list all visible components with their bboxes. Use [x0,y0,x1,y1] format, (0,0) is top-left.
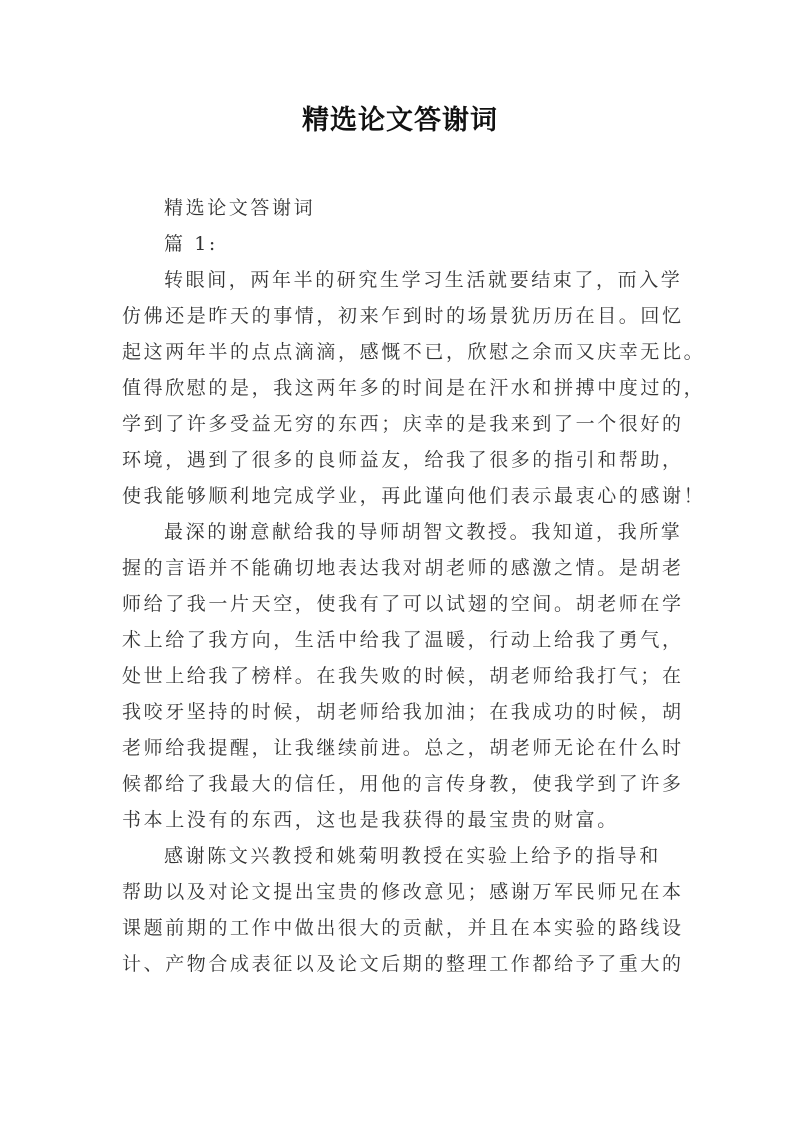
paragraph-line: 术上给了我方向，生活中给我了温暖，行动上给我了勇气， [122,629,684,651]
paragraph-line: 环境，遇到了很多的良师益友，给我了很多的指引和帮助， [122,449,684,471]
paragraph-line: 帮助以及对论文提出宝贵的修改意见；感谢万军民师兄在本 [122,881,684,903]
paragraph-line: 转眼间，两年半的研究生学习生活就要结束了，而入学 [164,269,683,291]
subtitle-line: 精选论文答谢词 [164,197,316,219]
paragraph-line: 使我能够顺利地完成学业，再此谨向他们表示最衷心的感谢！ [122,485,706,507]
paragraph-line: 课题前期的工作中做出很大的贡献，并且在本实验的路线设 [122,917,684,939]
paragraph-line: 我咬牙坚持的时候，胡老师给我加油；在我成功的时候，胡 [122,701,684,723]
paragraph-line: 师给了我一片天空，使我有了可以试翅的空间。胡老师在学 [122,593,684,615]
document-title: 精选论文答谢词 [302,105,498,136]
paragraph-line: 书本上没有的东西，这也是我获得的最宝贵的财富。 [122,809,619,831]
section-label: 篇 1: [164,233,218,255]
paragraph-line: 最深的谢意献给我的导师胡智文教授。我知道，我所掌 [164,521,683,543]
paragraph-line: 计、产物合成表征以及论文后期的整理工作都给予了重大的 [122,953,684,975]
paragraph-line: 值得欣慰的是，我这两年多的时间是在汗水和拼搏中度过的， [122,377,706,399]
paragraph-line: 感谢陈文兴教授和姚菊明教授在实验上给予的指导和 [164,845,661,867]
paragraph-line: 仿佛还是昨天的事情，初来乍到时的场景犹历历在目。回忆 [122,305,684,327]
document-body [122,190,706,982]
paragraph-line: 学到了许多受益无穷的东西；庆幸的是我来到了一个很好的 [122,413,684,435]
paragraph-line: 老师给我提醒，让我继续前进。总之，胡老师无论在什么时 [122,737,684,759]
paragraph-line: 起这两年半的点点滴滴，感慨不已，欣慰之余而又庆幸无比。 [122,341,706,363]
paragraph-line: 处世上给我了榜样。在我失败的时候，胡老师给我打气；在 [122,665,684,687]
paragraph-line: 握的言语并不能确切地表达我对胡老师的感激之情。是胡老 [122,557,684,579]
paragraph-line: 候都给了我最大的信任，用他的言传身教，使我学到了许多 [122,773,684,795]
